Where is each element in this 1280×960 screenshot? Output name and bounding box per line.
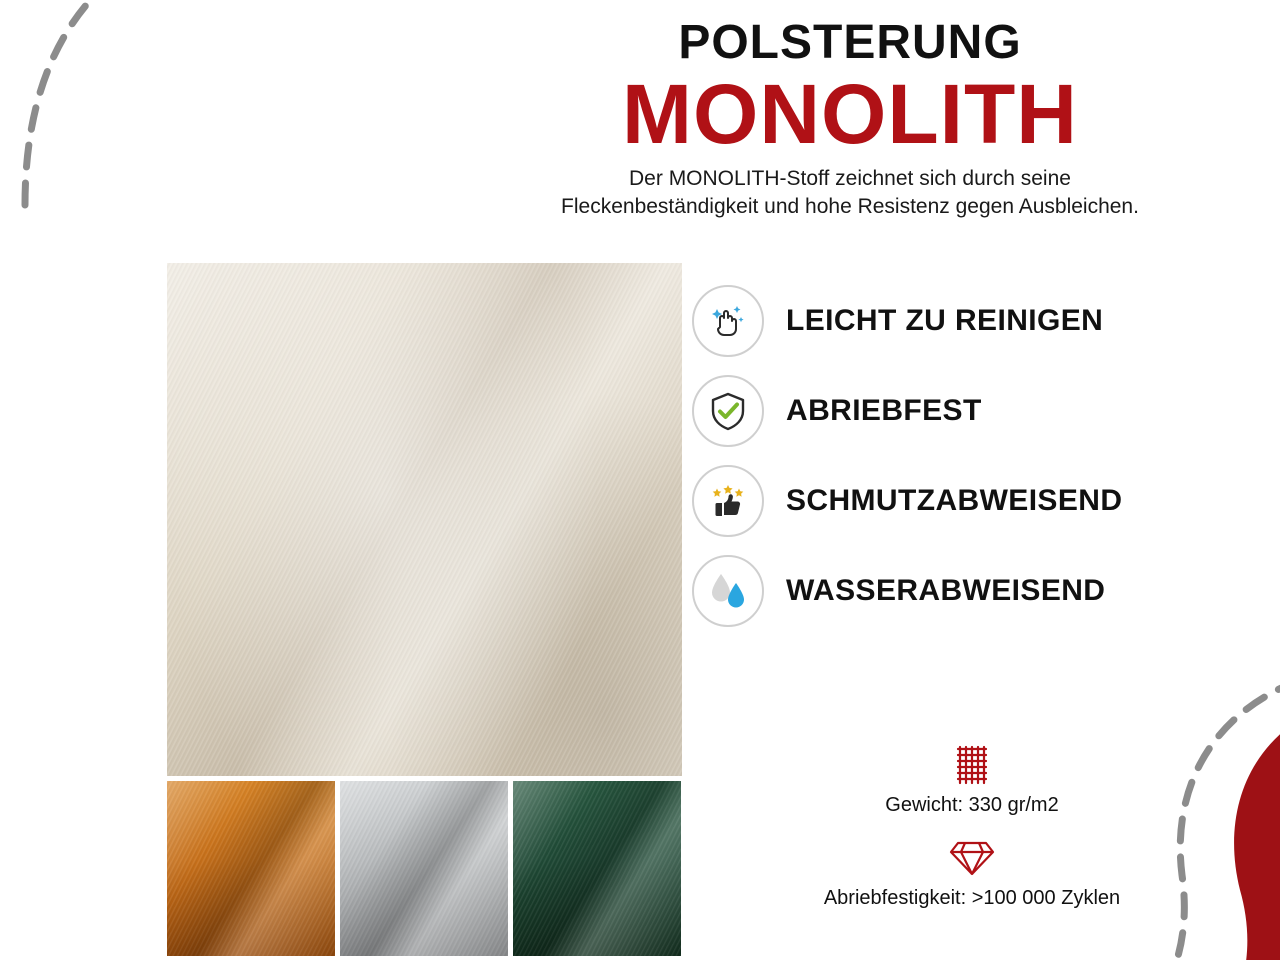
feature-label: WASSERABWEISEND xyxy=(786,574,1106,607)
page-subtitle xyxy=(500,165,1200,222)
spec-abrasion xyxy=(692,835,1252,910)
page-kicker: POLSTERUNG xyxy=(678,16,1022,69)
feature-item-easy-clean xyxy=(692,276,1252,366)
spec-weight xyxy=(692,742,1252,817)
fabric-swatch-strip xyxy=(167,781,682,956)
page-title: MONOLITH xyxy=(622,67,1078,162)
feature-item-water-repellent xyxy=(692,546,1252,636)
feature-label: ABRIEBFEST xyxy=(786,394,982,427)
feature-label: SCHMUTZABWEISEND xyxy=(786,484,1123,517)
feature-label: LEICHT ZU REINIGEN xyxy=(786,304,1104,337)
feature-item-dirt-repellent xyxy=(692,456,1252,546)
diamond-icon xyxy=(692,835,1252,881)
thumbs-up-stars-icon xyxy=(692,465,764,537)
spec-abrasion-text: Abriebfestigkeit: >100 000 Zyklen xyxy=(823,887,1121,909)
subtitle-line-2: Fleckenbeständigkeit und hohe Resistenz gegen Ausbleichen. xyxy=(561,194,1139,218)
spec-list xyxy=(692,742,1252,928)
weave-icon xyxy=(692,742,1252,788)
monolith-grey-swatch[interactable] xyxy=(340,781,508,956)
shield-check-icon xyxy=(692,375,764,447)
header xyxy=(430,18,1270,221)
spec-weight-text: Gewicht: 330 gr/m2 xyxy=(885,794,1059,816)
sparkle-hand-icon xyxy=(692,285,764,357)
water-drop-icon xyxy=(692,555,764,627)
feature-item-abrasion-resistant xyxy=(692,366,1252,456)
feature-list xyxy=(692,276,1252,636)
monolith-orange-swatch[interactable] xyxy=(167,781,335,956)
monolith-green-swatch[interactable] xyxy=(513,781,681,956)
fabric-main-image xyxy=(167,263,682,776)
subtitle-line-1: Der MONOLITH-Stoff zeichnet sich durch seine xyxy=(629,166,1071,190)
